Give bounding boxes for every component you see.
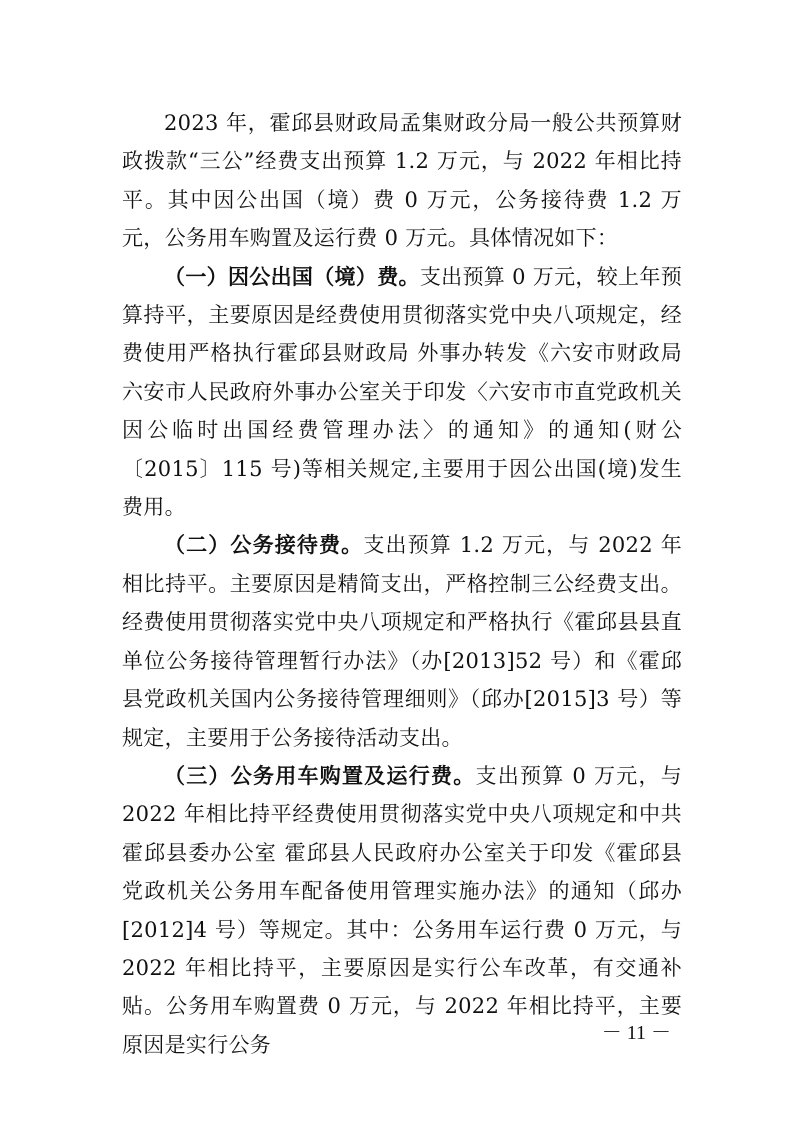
paragraph-intro-text: 2023 年，霍邱县财政局孟集财政分局一般公共预算财政拨款“三公”经费支出预算 1.2 万元，与 2022 年相比持平。其中因公出国（境）费 0 万元，公务接待费 1.2 万元，公务用车购置及运行费 0 万元。具体情况如下： [122, 111, 682, 251]
paragraph-official-vehicles-text: 支出预算 0 万元，与 2022 年相比持平经费使用贯彻落实党中央八项规定和中共霍邱县委办公室 霍邱县人民政府办公室关于印发《霍邱县党政机关公务用车配备使用管理实施办法》的通知（邱办[2012]4 号）等规定。其中：公务用车运行费 0 万元，与 2022 年相比持平，主要原因是实行公车改革，有交通补贴。公务用车购置费 0 万元，与 2022 年相比持平，主要原因是实行公务 [122, 763, 683, 1057]
paragraph-overseas-travel [122, 258, 682, 527]
page-number: － 11 － [601, 1022, 671, 1044]
section-heading-overseas-travel: （一）因公出国（境）费。 [164, 264, 420, 289]
paragraph-intro [122, 104, 682, 258]
paragraph-reception [122, 526, 682, 756]
body-text [122, 104, 682, 1064]
paragraph-official-vehicles [122, 757, 682, 1064]
paragraph-overseas-travel-text: 支出预算 0 万元，较上年预算持平，主要原因是经费使用贯彻落实党中央八项规定，经费使用严格执行霍邱县财政局 外事办转发《六安市财政局 六安市人民政府外事办公室关于印发〈六安市市直党政机关因公临时出国经费管理办法〉的通知》的通知(财公〔2015〕115 号)等相关规定,主要用于因公出国(境)发生费用。 [122, 264, 682, 520]
paragraph-reception-text: 支出预算 1.2 万元，与 2022 年相比持平。主要原因是精简支出，严格控制三公经费支出。经费使用贯彻落实党中央八项规定和严格执行《霍邱县县直单位公务接待管理暂行办法》（办[2013]52 号）和《霍邱县党政机关国内公务接待管理细则》（邱办[2015]3 号）等规定，主要用于公务接待活动支出。 [122, 533, 682, 750]
section-heading-official-vehicles: （三）公务用车购置及运行费。 [164, 763, 476, 788]
section-heading-reception: （二）公务接待费。 [164, 533, 364, 558]
